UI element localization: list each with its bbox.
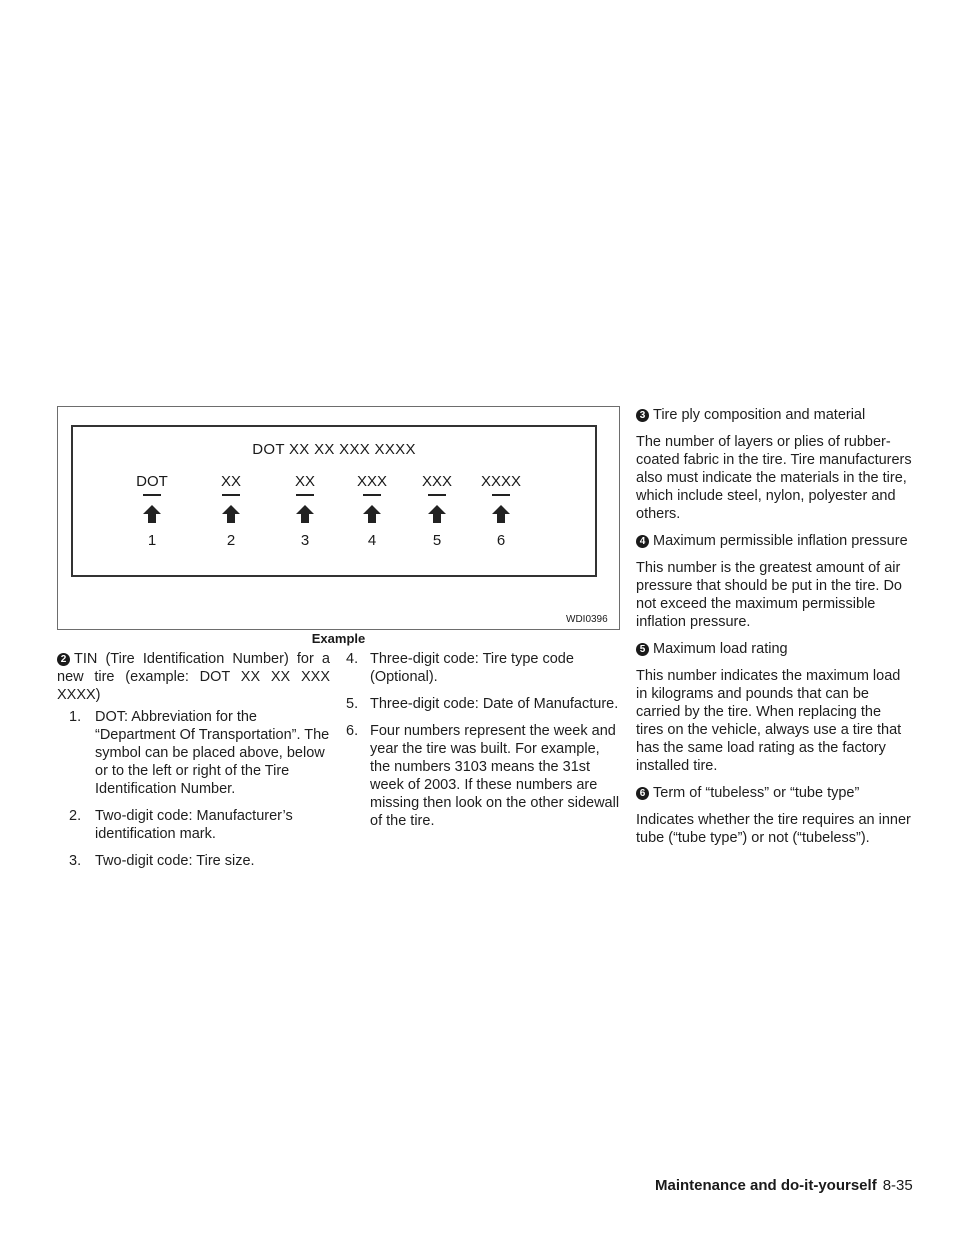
item-5-title: Maximum load rating xyxy=(653,641,788,657)
circled-number-4: 4 xyxy=(636,535,649,548)
tin-column-size xyxy=(270,473,340,549)
list-item xyxy=(346,695,620,713)
item-3-heading xyxy=(636,406,912,424)
underline-mark xyxy=(428,494,446,496)
up-arrow-icon xyxy=(142,504,162,524)
column-label: XXXX xyxy=(480,473,522,490)
item-2-text: TIN (Tire Identification Number) for a new tire (example: DOT XX XX XXX XXXX) xyxy=(57,651,330,703)
underline-mark xyxy=(222,494,240,496)
item-4-body: This number is the greatest amount of air pressure that should be put in the tire. Do not exceed the maximum permissible inflation pressure. xyxy=(636,560,902,630)
item-2-paragraph xyxy=(57,650,330,704)
figure-code: WDI0396 xyxy=(566,614,608,625)
column-label: DOT xyxy=(136,473,168,490)
item-5-body: This number indicates the maximum load in kilograms and pounds that can be carried by the tire. When replacing the tires on the vehicle, always use a tire that has the same load rating as the factory installed tire. xyxy=(636,668,902,774)
underline-mark xyxy=(363,494,381,496)
column-number: 1 xyxy=(147,532,157,549)
underline-mark xyxy=(492,494,510,496)
item-5-heading xyxy=(636,640,912,658)
list-text: Three-digit code: Date of Manufacture. xyxy=(370,696,619,712)
column-label: XX xyxy=(294,473,315,490)
underline-mark xyxy=(296,494,314,496)
column-label: XX xyxy=(220,473,241,490)
column-number: 4 xyxy=(367,532,377,549)
up-arrow-icon xyxy=(427,504,447,524)
list-text: DOT: Abbreviation for the “Department Of Transportation”. The symbol can be placed above, below or to the left or right of the Tire Identification Number. xyxy=(95,709,330,797)
list-text: Four numbers represent the week and year the tire was built. For example, the numbers 3103 means the 31st week of 2003. If these numbers are missing then look on the other sidewall of the tire. xyxy=(370,723,620,829)
column-number: 6 xyxy=(496,532,506,549)
item-4-title: Maximum permissible inflation pressure xyxy=(653,533,908,549)
page-number: 8-35 xyxy=(882,1177,913,1194)
list-item xyxy=(346,650,620,686)
tin-column-manufacturer xyxy=(196,473,266,549)
circled-number-3: 3 xyxy=(636,409,649,422)
list-text: Two-digit code: Tire size. xyxy=(95,853,255,869)
list-text: Two-digit code: Manufacturer’s identification mark. xyxy=(95,808,293,842)
list-item xyxy=(57,708,330,798)
item-3-title: Tire ply composition and material xyxy=(653,407,866,423)
item-6-title: Term of “tubeless” or “tube type” xyxy=(653,785,860,801)
circled-number-6: 6 xyxy=(636,787,649,800)
list-number: 2. xyxy=(69,808,82,824)
tin-column-date xyxy=(402,473,472,549)
tin-column-dot xyxy=(117,473,187,549)
middle-column xyxy=(346,650,620,830)
list-item xyxy=(57,852,330,870)
item-4-heading xyxy=(636,532,912,550)
list-item xyxy=(57,807,330,843)
right-column xyxy=(636,406,912,847)
tin-column-week-year xyxy=(466,473,536,549)
up-arrow-icon xyxy=(221,504,241,524)
up-arrow-icon xyxy=(362,504,382,524)
column-label: XXX xyxy=(356,473,387,490)
circled-number-2: 2 xyxy=(57,653,70,666)
up-arrow-icon xyxy=(295,504,315,524)
list-number: 4. xyxy=(346,651,359,667)
list-number: 1. xyxy=(69,709,82,725)
column-label: XXX xyxy=(421,473,452,490)
page-footer xyxy=(655,1177,913,1194)
column-number: 3 xyxy=(300,532,310,549)
tin-column-type xyxy=(337,473,407,549)
tin-example-title: DOT XX XX XXX XXXX xyxy=(252,441,416,458)
circled-number-5: 5 xyxy=(636,643,649,656)
column-number: 2 xyxy=(226,532,236,549)
section-title: Maintenance and do-it-yourself xyxy=(655,1177,877,1194)
column-number: 5 xyxy=(432,532,442,549)
up-arrow-icon xyxy=(491,504,511,524)
list-number: 3. xyxy=(69,853,82,869)
underline-mark xyxy=(143,494,161,496)
item-3-body: The number of layers or plies of rubber-coated fabric in the tire. Tire manufacturers also must indicate the materials in the tire, which include steel, nylon, polyester and others. xyxy=(636,434,912,522)
item-6-heading xyxy=(636,784,912,802)
item-6-body: Indicates whether the tire requires an inner tube (“tube type”) or not (“tubeless”). xyxy=(636,812,911,846)
figure-caption: Example xyxy=(311,631,366,646)
left-column xyxy=(57,650,330,870)
list-text: Three-digit code: Tire type code (Optional). xyxy=(370,651,574,685)
list-number: 5. xyxy=(346,696,359,712)
list-number: 6. xyxy=(346,723,359,739)
list-item xyxy=(346,722,620,830)
